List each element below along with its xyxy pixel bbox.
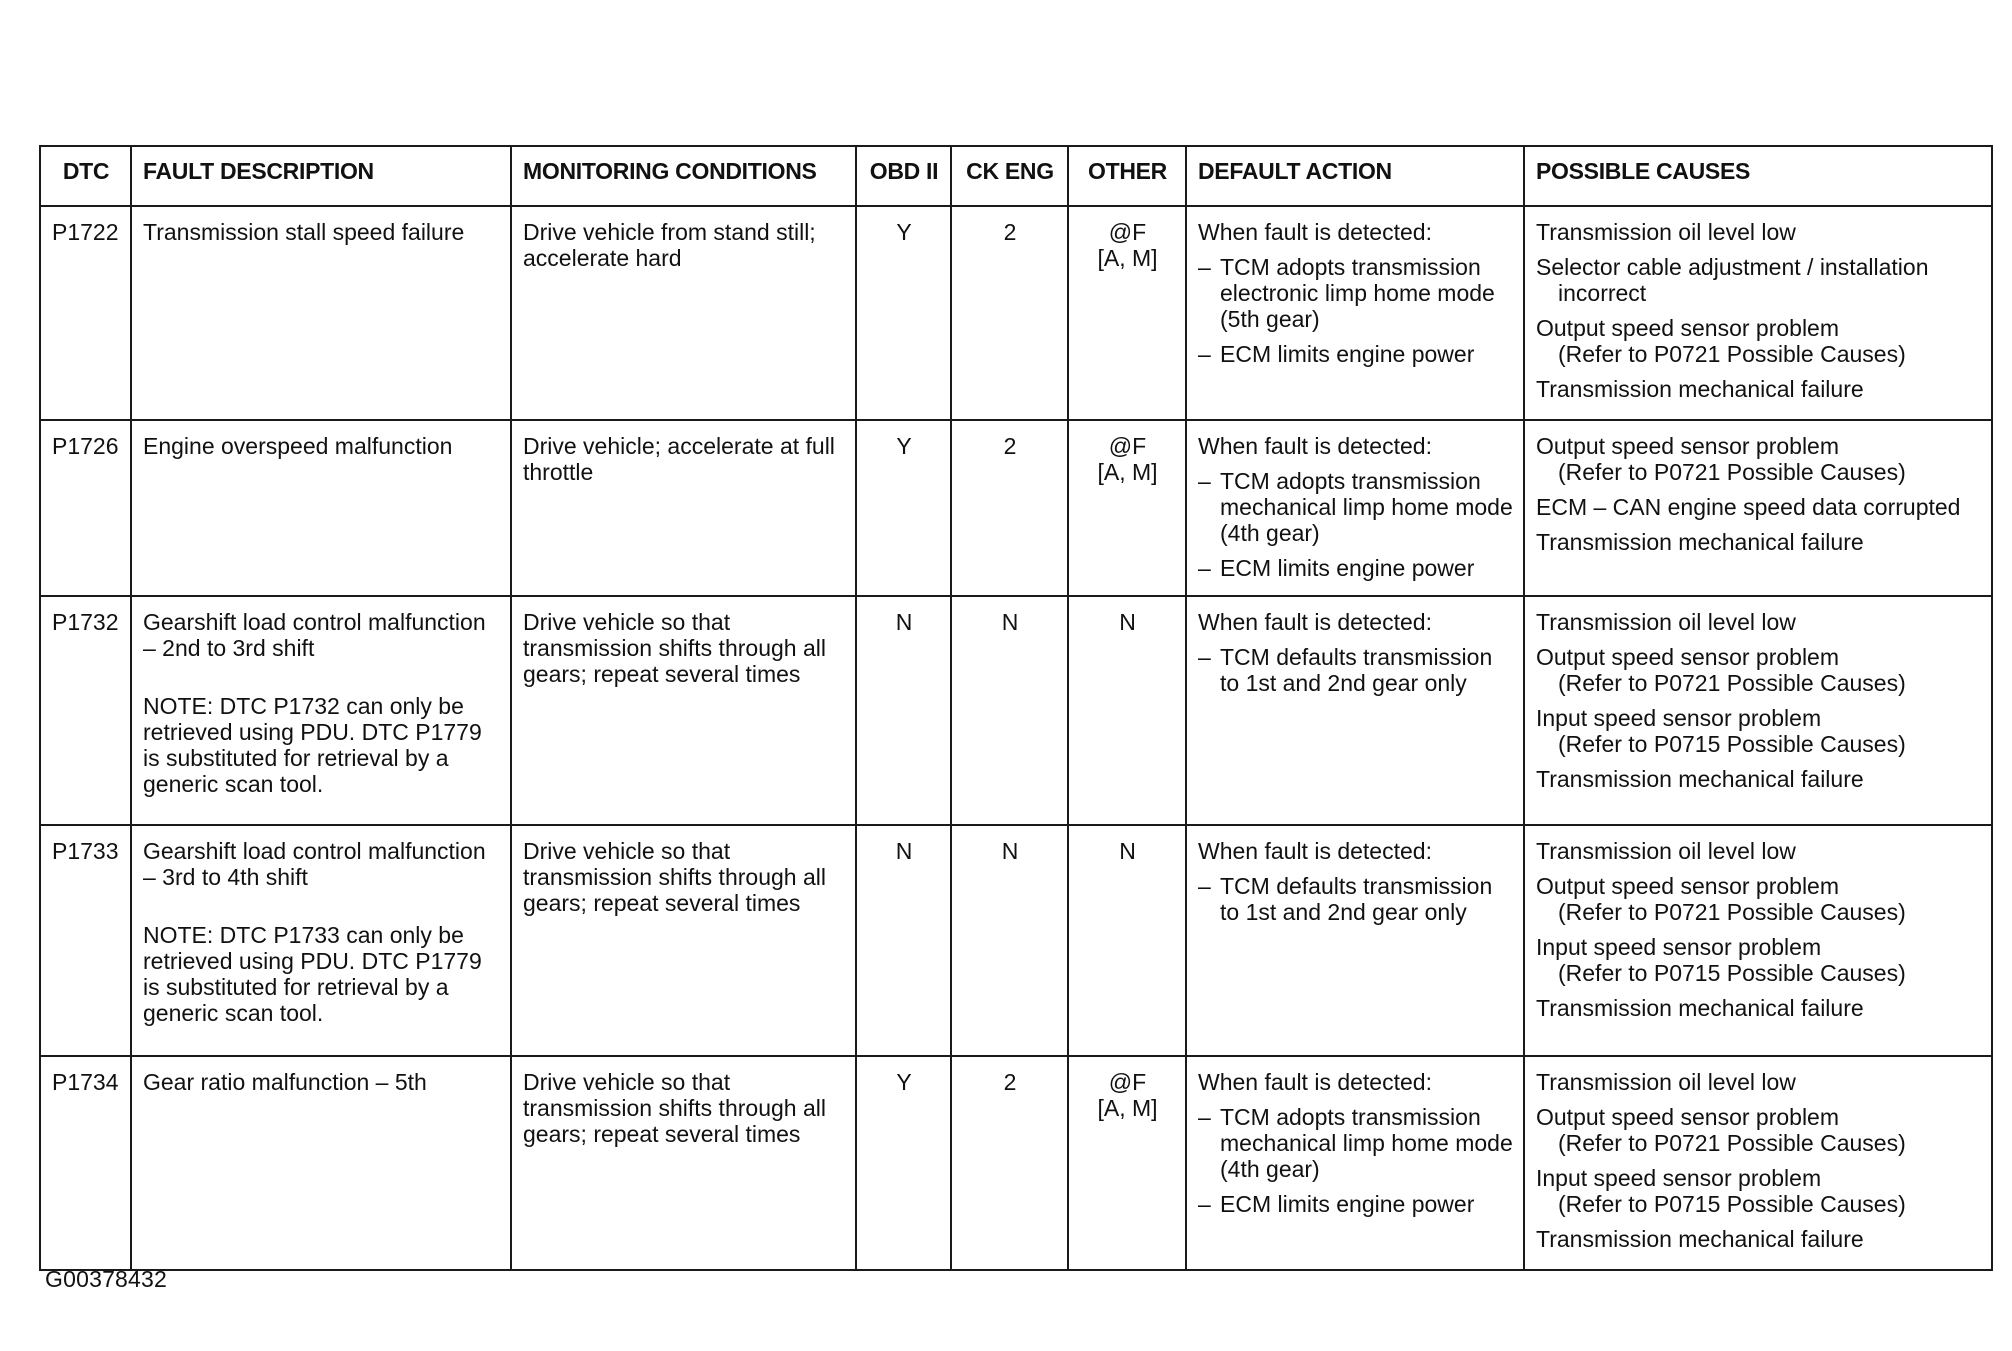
default-action-text: TCM adopts transmission electronic limp home mode (5th gear) [1220,254,1495,332]
header-ck-eng: CK ENG [951,146,1068,206]
monitoring-conditions-cell: Drive vehicle so that transmission shifts through all gears; repeat several times [511,825,856,1056]
ck-eng-cell: 2 [951,206,1068,420]
other-cell [1068,206,1186,420]
default-action-text: TCM adopts transmission mechanical limp home mode (4th gear) [1220,468,1513,546]
possible-cause-main: Transmission mechanical failure [1536,1226,1864,1252]
fault-description: Gearshift load control malfunction – 3rd to 4th shift [143,838,486,890]
monitoring-conditions-cell: Drive vehicle so that transmission shifts through all gears; repeat several times [511,596,856,825]
possible-cause-main: Output speed sensor problem [1536,433,1840,459]
other-value: [A, M] [1097,459,1158,485]
fault-description-cell [131,420,511,596]
possible-cause-sub: (Refer to P0721 Possible Causes) [1558,459,1906,485]
possible-cause-main: Transmission mechanical failure [1536,766,1864,792]
possible-causes-cell [1524,1056,1992,1270]
fault-note: NOTE: DTC P1732 can only be retrieved using PDU. DTC P1779 is substituted for retrieval by a generic scan tool. [143,693,482,797]
table-row [40,596,1992,825]
possible-cause-main: Output speed sensor problem [1536,315,1840,341]
ck-eng-cell: 2 [951,420,1068,596]
default-action-cell [1186,206,1524,420]
other-value: [A, M] [1097,245,1158,271]
table-row [40,420,1992,596]
possible-cause [1536,219,1981,245]
possible-cause-sub: (Refer to P0721 Possible Causes) [1558,341,1906,367]
default-action-item [1198,1104,1513,1182]
default-action-text: TCM defaults transmission to 1st and 2nd gear only [1220,644,1493,696]
possible-cause-main: Transmission oil level low [1536,609,1796,635]
possible-cause-main: Input speed sensor problem [1536,705,1822,731]
default-action-cell [1186,825,1524,1056]
possible-cause-sub: incorrect [1558,280,1647,306]
fault-description: Engine overspeed malfunction [143,433,453,459]
default-action-item [1198,468,1513,546]
default-action-item [1198,873,1513,925]
possible-cause [1536,315,1981,367]
possible-cause-main: Transmission mechanical failure [1536,529,1864,555]
default-action-intro: When fault is detected: [1198,609,1432,635]
fault-description: Gearshift load control malfunction – 2nd to 3rd shift [143,609,486,661]
default-action-item [1198,1191,1513,1217]
possible-cause-main: Output speed sensor problem [1536,873,1840,899]
possible-cause-sub: (Refer to P0715 Possible Causes) [1558,960,1906,986]
possible-cause [1536,1165,1981,1217]
table-header-row [40,146,1992,206]
possible-cause-main: Selector cable adjustment / installation [1536,254,1929,280]
possible-cause [1536,934,1981,986]
dash-bullet-icon: – [1198,1104,1211,1130]
monitoring-conditions-cell: Drive vehicle so that transmission shifts through all gears; repeat several times [511,1056,856,1270]
dtc-code-cell: P1722 [40,206,131,420]
possible-cause [1536,1226,1981,1252]
possible-causes-cell [1524,206,1992,420]
possible-cause [1536,494,1981,520]
default-action-cell [1186,1056,1524,1270]
possible-cause-main: ECM – CAN engine speed data corrupted [1536,494,1961,520]
possible-cause-sub: (Refer to P0721 Possible Causes) [1558,670,1906,696]
default-action-item [1198,555,1513,581]
default-action-intro: When fault is detected: [1198,1069,1432,1095]
fault-note: NOTE: DTC P1733 can only be retrieved using PDU. DTC P1779 is substituted for retrieval by a generic scan tool. [143,922,482,1026]
default-action-intro: When fault is detected: [1198,838,1432,864]
dtc-code-cell: P1734 [40,1056,131,1270]
other-value: @F [1108,433,1147,459]
possible-cause-main: Transmission oil level low [1536,219,1796,245]
possible-cause-main: Input speed sensor problem [1536,934,1822,960]
possible-cause [1536,609,1981,635]
possible-cause-main: Transmission mechanical failure [1536,376,1864,402]
possible-cause-main: Output speed sensor problem [1536,1104,1840,1130]
default-action-item [1198,644,1513,696]
other-value: @F [1108,1069,1147,1095]
dtc-code-cell: P1733 [40,825,131,1056]
possible-cause-sub: (Refer to P0715 Possible Causes) [1558,1191,1906,1217]
other-cell [1068,596,1186,825]
default-action-intro: When fault is detected: [1198,219,1432,245]
dtc-code-cell: P1732 [40,596,131,825]
possible-cause [1536,873,1981,925]
possible-cause [1536,1104,1981,1156]
dash-bullet-icon: – [1198,1191,1211,1217]
default-action-intro: When fault is detected: [1198,433,1432,459]
ck-eng-cell: N [951,825,1068,1056]
monitoring-conditions-cell: Drive vehicle from stand still; accelerate hard [511,206,856,420]
other-cell [1068,825,1186,1056]
default-action-text: TCM adopts transmission mechanical limp home mode (4th gear) [1220,1104,1513,1182]
possible-cause-sub: (Refer to P0721 Possible Causes) [1558,1130,1906,1156]
possible-cause-main: Transmission mechanical failure [1536,995,1864,1021]
ck-eng-cell: N [951,596,1068,825]
header-default-action: DEFAULT ACTION [1186,146,1524,206]
dtc-table [39,145,1993,1271]
dash-bullet-icon: – [1198,555,1211,581]
default-action-item [1198,254,1513,332]
possible-cause [1536,433,1981,485]
fault-description: Gear ratio malfunction – 5th [143,1069,427,1095]
header-other: OTHER [1068,146,1186,206]
dash-bullet-icon: – [1198,873,1211,899]
dash-bullet-icon: – [1198,644,1211,670]
default-action-text: TCM defaults transmission to 1st and 2nd gear only [1220,873,1493,925]
possible-cause-sub: (Refer to P0721 Possible Causes) [1558,899,1906,925]
obd-ii-cell: N [856,825,951,1056]
dash-bullet-icon: – [1198,254,1211,280]
possible-cause [1536,529,1981,555]
table-row [40,825,1992,1056]
dash-bullet-icon: – [1198,341,1211,367]
header-obd-ii: OBD II [856,146,951,206]
possible-cause [1536,766,1981,792]
possible-cause-sub: (Refer to P0715 Possible Causes) [1558,731,1906,757]
possible-cause [1536,644,1981,696]
default-action-cell [1186,596,1524,825]
other-value: [A, M] [1097,1095,1158,1121]
default-action-text: ECM limits engine power [1220,1191,1475,1217]
dtc-code-cell: P1726 [40,420,131,596]
obd-ii-cell: Y [856,206,951,420]
fault-description-cell [131,596,511,825]
dash-bullet-icon: – [1198,468,1211,494]
table-row [40,206,1992,420]
fault-description-cell [131,1056,511,1270]
other-value: @F [1108,219,1147,245]
possible-causes-cell [1524,420,1992,596]
possible-cause-main: Output speed sensor problem [1536,644,1840,670]
obd-ii-cell: Y [856,1056,951,1270]
header-fault-description: FAULT DESCRIPTION [131,146,511,206]
header-monitoring-conditions: MONITORING CONDITIONS [511,146,856,206]
possible-cause [1536,376,1981,402]
possible-cause [1536,838,1981,864]
default-action-cell [1186,420,1524,596]
other-value: N [1119,609,1136,635]
fault-description-cell [131,206,511,420]
default-action-text: ECM limits engine power [1220,341,1475,367]
monitoring-conditions-cell: Drive vehicle; accelerate at full throttle [511,420,856,596]
possible-cause [1536,254,1981,306]
default-action-text: ECM limits engine power [1220,555,1475,581]
possible-cause [1536,995,1981,1021]
possible-causes-cell [1524,596,1992,825]
obd-ii-cell: N [856,596,951,825]
header-dtc: DTC [40,146,131,206]
header-possible-causes: POSSIBLE CAUSES [1524,146,1992,206]
possible-cause [1536,1069,1981,1095]
table-row [40,1056,1992,1270]
other-cell [1068,1056,1186,1270]
default-action-item [1198,341,1513,367]
possible-cause [1536,705,1981,757]
obd-ii-cell: Y [856,420,951,596]
other-cell [1068,420,1186,596]
possible-cause-main: Transmission oil level low [1536,1069,1796,1095]
fault-description-cell [131,825,511,1056]
possible-causes-cell [1524,825,1992,1056]
possible-cause-main: Input speed sensor problem [1536,1165,1822,1191]
figure-code: G00378432 [45,1266,168,1292]
other-value: N [1119,838,1136,864]
ck-eng-cell: 2 [951,1056,1068,1270]
possible-cause-main: Transmission oil level low [1536,838,1796,864]
fault-description: Transmission stall speed failure [143,219,465,245]
